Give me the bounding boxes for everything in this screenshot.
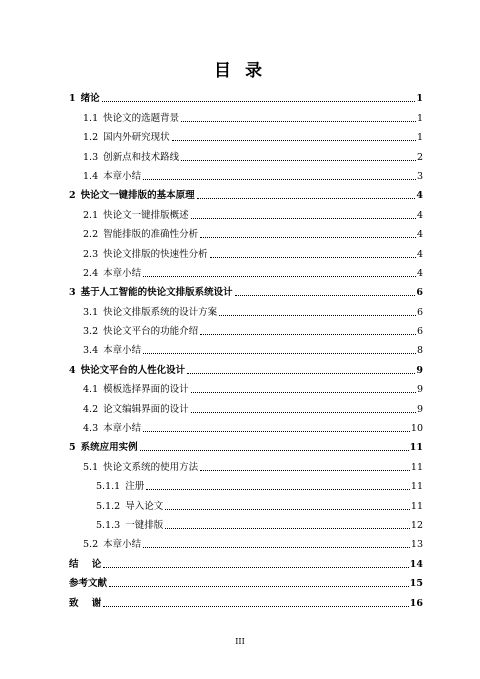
- toc-entry[interactable]: [69, 473, 423, 492]
- toc-entry[interactable]: [69, 163, 423, 182]
- toc-entry-label: [69, 578, 109, 589]
- toc-entry-text: 快论文系统的使用方法: [103, 461, 199, 473]
- toc-leader-dots: [143, 353, 416, 354]
- toc-entry-page: 4: [416, 267, 423, 279]
- toc-entry-text: 快论文排版的快速性分析: [103, 248, 208, 260]
- toc-entry-text: 基于人工智能的快论文排版系统设计: [80, 287, 233, 299]
- toc-leader-dots: [103, 567, 409, 568]
- toc-entry-number: 4.1: [83, 384, 99, 396]
- toc-leader-dots: [102, 101, 416, 102]
- toc-entry-number: 5.1.3: [96, 519, 121, 531]
- toc-leader-dots: [109, 586, 409, 587]
- toc-entry[interactable]: [69, 512, 423, 531]
- toc-entry-number: 3.2: [83, 326, 99, 338]
- toc-entry-page: 1: [416, 132, 423, 144]
- toc-entry-label: [83, 462, 200, 473]
- toc-entry-text: 绪论: [80, 93, 100, 105]
- toc-entry[interactable]: [69, 337, 423, 356]
- toc-entry-page: 4: [416, 229, 423, 241]
- toc-entry-number: 1.2: [83, 132, 99, 144]
- toc-entry-page: 11: [410, 481, 423, 493]
- toc-entry[interactable]: [69, 260, 423, 279]
- toc-entry-text: 创新点和技术路线: [103, 151, 180, 163]
- toc-entry-text: 模板选择界面的设计: [103, 384, 189, 396]
- toc-entry-label: [69, 93, 102, 104]
- toc-entry-number: 1.4: [83, 170, 99, 182]
- toc-leader-dots: [143, 547, 410, 548]
- toc-entry-number: 3.1: [83, 306, 99, 318]
- toc-entry-page: 6: [416, 326, 423, 338]
- toc-entry-page: 9: [416, 364, 423, 376]
- toc-entry[interactable]: [69, 550, 423, 569]
- toc-entry-page: 4: [416, 209, 423, 221]
- toc-entry[interactable]: [69, 415, 423, 434]
- toc-entry-text: 快论文平台的功能介绍: [103, 326, 199, 338]
- toc-leader-dots: [200, 237, 416, 238]
- toc-entry-page: 16: [409, 597, 423, 609]
- toc-entry-text: 论文编辑界面的设计: [103, 403, 189, 415]
- toc-entry-label: [83, 384, 191, 395]
- toc-entry-page: 13: [410, 539, 423, 551]
- toc-entry-page: 11: [410, 461, 423, 473]
- toc-entry[interactable]: [69, 570, 423, 589]
- toc-leader-dots: [235, 295, 416, 296]
- toc-entry[interactable]: [69, 85, 423, 104]
- toc-entry-number: 5: [69, 442, 76, 454]
- toc-entry-label: [69, 287, 235, 298]
- toc-entry-page: 1: [416, 93, 423, 105]
- toc-leader-dots: [181, 121, 416, 122]
- toc-leader-dots: [191, 218, 416, 219]
- toc-entry-number: 2.4: [83, 267, 99, 279]
- toc-leader-dots: [191, 392, 416, 393]
- toc-entry-text: 快论文一键排版的基本原理: [80, 190, 195, 202]
- toc-entry-number: 1.1: [83, 112, 99, 124]
- toc-entry-text: 一键排版: [125, 519, 164, 531]
- toc-entry[interactable]: [69, 453, 423, 472]
- toc-entry[interactable]: [69, 201, 423, 220]
- toc-entry[interactable]: [69, 395, 423, 414]
- toc-entry[interactable]: [69, 221, 423, 240]
- toc-entry-text: 本章小结: [103, 267, 142, 279]
- toc-entry-number: 1.3: [83, 151, 99, 163]
- toc-entry-label: [83, 113, 181, 124]
- toc-leader-dots: [140, 450, 409, 451]
- toc-entry-label: [83, 229, 200, 240]
- toc-entry-page: 12: [410, 519, 423, 531]
- toc-entry[interactable]: [69, 589, 423, 608]
- toc-entry-number: 2: [69, 190, 76, 202]
- toc-entry[interactable]: [69, 492, 423, 511]
- toc-entry-label: [96, 481, 146, 492]
- toc-entry-label: [69, 442, 140, 453]
- toc-entry-number: 2.3: [83, 248, 99, 260]
- toc-entry-text: 致 谢: [69, 597, 102, 609]
- toc-entry[interactable]: [69, 434, 423, 453]
- toc-leader-dots: [181, 160, 416, 161]
- toc-entry-number: 2.1: [83, 209, 99, 221]
- toc-leader-dots: [165, 509, 410, 510]
- page-number: III: [235, 637, 245, 646]
- toc-leader-dots: [219, 315, 416, 316]
- toc-entry-page: 11: [410, 500, 423, 512]
- toc-entry-number: 1: [69, 93, 76, 105]
- toc-leader-dots: [165, 528, 410, 529]
- toc-entry-label: [83, 307, 219, 318]
- toc-entry-label: [69, 365, 187, 376]
- toc-entry-text: 智能排版的准确性分析: [103, 229, 199, 241]
- toc-entry-text: 快论文的选题背景: [103, 112, 180, 124]
- toc-leader-dots: [103, 606, 409, 607]
- toc-entry[interactable]: [69, 318, 423, 337]
- toc-entry-label: [83, 152, 181, 163]
- toc-entry-text: 本章小结: [103, 170, 142, 182]
- toc-entry-text: 参考文献: [69, 578, 108, 590]
- toc-entry[interactable]: [69, 531, 423, 550]
- toc-entry-page: 4: [416, 190, 423, 202]
- toc-entry-number: 5.1.1: [96, 481, 121, 493]
- toc-list: [69, 85, 423, 609]
- toc-entry-text: 本章小结: [103, 423, 142, 435]
- toc-entry[interactable]: [69, 298, 423, 317]
- toc-entry[interactable]: [69, 182, 423, 201]
- toc-entry-label: [83, 326, 200, 337]
- toc-entry[interactable]: [69, 240, 423, 259]
- toc-entry-label: [83, 210, 191, 221]
- toc-entry-page: 14: [409, 558, 423, 570]
- toc-entry-text: 注册: [125, 481, 145, 493]
- toc-entry-label: [83, 345, 143, 356]
- toc-entry[interactable]: [69, 124, 423, 143]
- toc-entry-page: 11: [409, 442, 423, 454]
- toc-entry[interactable]: [69, 279, 423, 298]
- toc-leader-dots: [191, 412, 416, 413]
- toc-leader-dots: [200, 470, 410, 471]
- toc-entry-label: [96, 501, 165, 512]
- toc-entry-label: [69, 559, 103, 570]
- toc-entry-text: 国内外研究现状: [103, 132, 170, 144]
- toc-entry-number: 3: [69, 287, 76, 299]
- toc-entry-label: [69, 190, 197, 201]
- toc-entry-label: [83, 249, 210, 260]
- toc-entry-page: 4: [416, 248, 423, 260]
- toc-entry-number: 5.2: [83, 539, 99, 551]
- toc-leader-dots: [187, 373, 415, 374]
- toc-entry-page: 1: [416, 112, 423, 124]
- toc-entry-label: [83, 132, 172, 143]
- toc-entry-page: 6: [416, 306, 423, 318]
- toc-entry-number: 5.1: [83, 461, 99, 473]
- toc-leader-dots: [143, 276, 416, 277]
- toc-entry-label: [83, 539, 143, 550]
- toc-entry-text: 快论文平台的人性化设计: [80, 364, 186, 376]
- toc-entry-label: [69, 598, 103, 609]
- toc-entry-label: [83, 171, 143, 182]
- toc-entry-label: [83, 404, 191, 415]
- page-title: 目 录: [214, 61, 266, 81]
- toc-entry-text: 快论文排版系统的设计方案: [103, 306, 218, 318]
- toc-leader-dots: [146, 489, 410, 490]
- toc-entry-page: 3: [416, 170, 423, 182]
- toc-entry-number: 2.2: [83, 229, 99, 241]
- toc-entry-number: 4.3: [83, 423, 99, 435]
- toc-entry-number: 4: [69, 364, 76, 376]
- toc-entry-label: [83, 423, 143, 434]
- toc-entry-page: 2: [416, 151, 423, 163]
- toc-leader-dots: [172, 140, 416, 141]
- toc-entry-text: 系统应用实例: [80, 442, 138, 454]
- toc-entry-text: 导入论文: [125, 500, 164, 512]
- toc-entry-page: 10: [410, 423, 423, 435]
- toc-entry-label: [96, 520, 165, 531]
- toc-entry-text: 快论文一键排版概述: [103, 209, 189, 221]
- toc-entry[interactable]: [69, 376, 423, 395]
- toc-entry-page: 9: [416, 403, 423, 415]
- toc-entry-number: 3.4: [83, 345, 99, 357]
- toc-entry[interactable]: [69, 104, 423, 123]
- toc-leader-dots: [200, 334, 416, 335]
- toc-entry-number: 5.1.2: [96, 500, 121, 512]
- toc-entry-text: 本章小结: [103, 539, 142, 551]
- toc-entry[interactable]: [69, 143, 423, 162]
- toc-entry-page: 8: [416, 345, 423, 357]
- toc-entry-text: 本章小结: [103, 345, 142, 357]
- toc-leader-dots: [197, 198, 416, 199]
- toc-entry-page: 9: [416, 384, 423, 396]
- toc-leader-dots: [143, 431, 410, 432]
- toc-entry-text: 结 论: [69, 558, 102, 570]
- toc-entry-page: 15: [409, 578, 423, 590]
- toc-entry-page: 6: [416, 287, 423, 299]
- toc-leader-dots: [143, 179, 416, 180]
- toc-entry-label: [83, 268, 143, 279]
- toc-entry[interactable]: [69, 356, 423, 375]
- toc-entry-number: 4.2: [83, 403, 99, 415]
- toc-leader-dots: [210, 257, 416, 258]
